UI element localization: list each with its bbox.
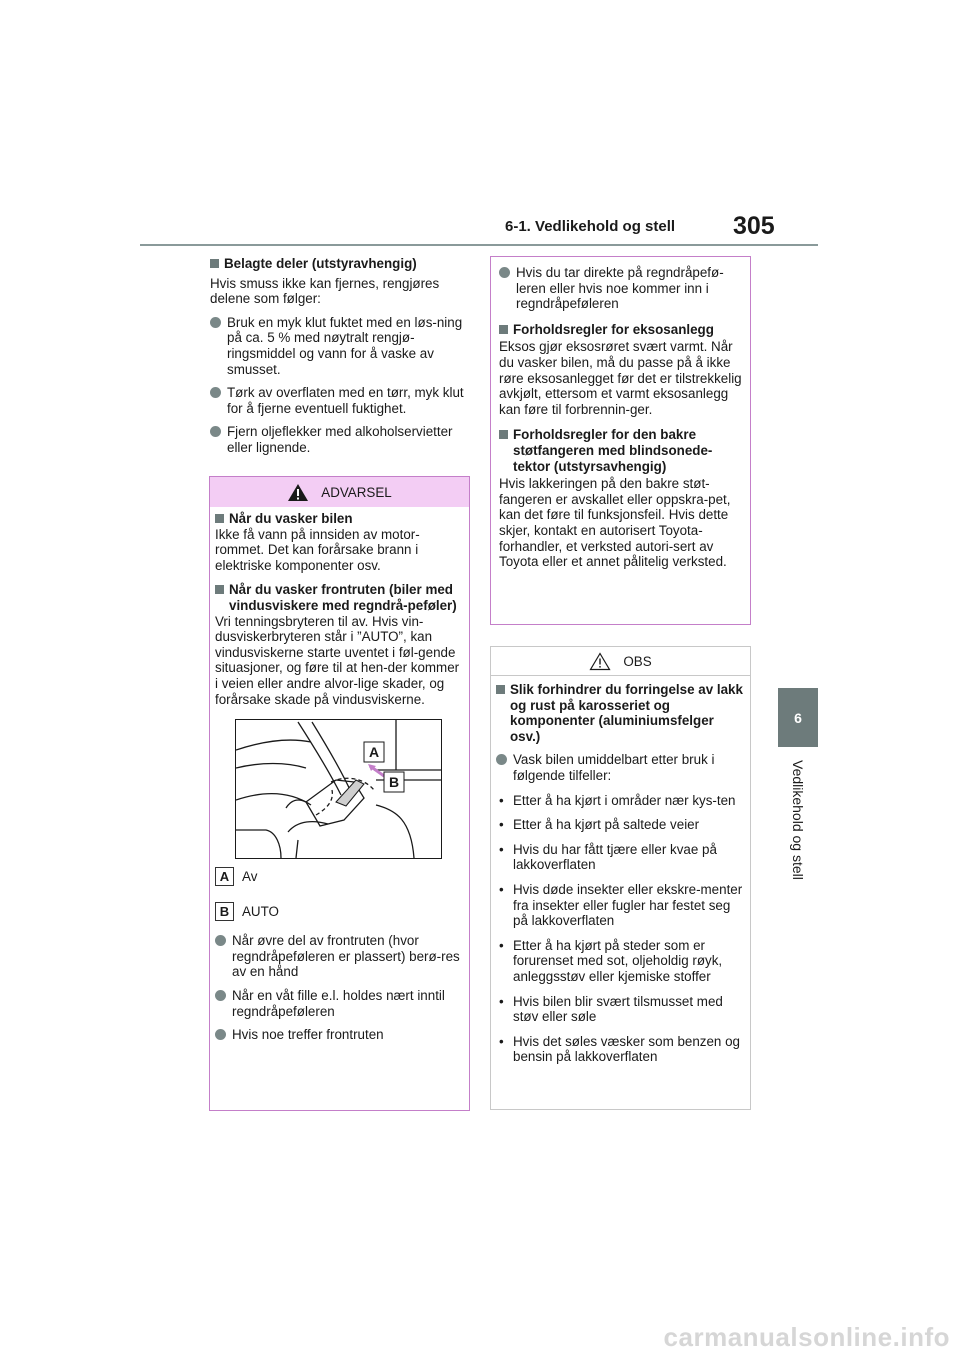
list-item: Fjern oljeflekker med alkoholservietter eller lignende. bbox=[210, 424, 468, 455]
wiper-switch-illustration bbox=[235, 719, 442, 859]
section-heading: Belagte deler (utstyravhengig) bbox=[210, 256, 468, 272]
warning-triangle-icon bbox=[287, 483, 309, 502]
warning-text: Ikke få vann på innsiden av motor-rommet. Det kan forårsake brann i elektriske komponenter osv. bbox=[215, 526, 420, 573]
warning-box-continued bbox=[490, 256, 751, 625]
list-item: Tørk av overflaten med en tørr, myk klut for å fjerne eventuell fuktighet. bbox=[210, 385, 468, 416]
label-a-text: Av bbox=[242, 868, 258, 884]
steering-column-drawing bbox=[236, 720, 441, 858]
label-a-box: A bbox=[215, 867, 234, 886]
warning-box bbox=[209, 476, 470, 1111]
chapter-tab-label-text: Vedlikehold og stell bbox=[790, 760, 806, 880]
list-item: Hvis noe treffer frontruten bbox=[215, 1027, 464, 1043]
warning-heading: Når du vasker bilen bbox=[215, 511, 464, 527]
chapter-tab-label bbox=[780, 760, 816, 900]
intro-text: Hvis smuss ikke kan fjernes, rengjøres delene som følger: bbox=[210, 275, 440, 307]
label-b-text: AUTO bbox=[242, 903, 279, 919]
bullet-item: • Etter å ha kjørt i områder nær kys-ten bbox=[496, 793, 745, 809]
list-item: Når øvre del av frontruten (hvor regndråpeføleren er plassert) berø-res av en hånd bbox=[215, 933, 464, 980]
bullet-item: • Hvis du har fått tjære eller kvae på lakkoverflaten bbox=[496, 842, 745, 873]
section-heading: Forholdsregler for eksosanlegg bbox=[499, 322, 745, 338]
section-heading: Forholdsregler for den bakre støtfangeren med blindsonede-tektor (utstyrsavhengig) bbox=[499, 427, 745, 474]
watermark: carmanualsonline.info bbox=[663, 1322, 950, 1352]
page-number: 305 bbox=[733, 212, 775, 240]
header-rule bbox=[140, 244, 818, 246]
bullet-item: • Hvis det søles væsker som benzen og bensin på lakkoverflaten bbox=[496, 1034, 745, 1065]
notice-box bbox=[490, 646, 751, 1110]
list-item: Når en våt fille e.l. holdes nært inntil regndråpeføleren bbox=[215, 988, 464, 1019]
bullet-item: • Etter å ha kjørt på saltede veier bbox=[496, 817, 745, 833]
label-b-box: B bbox=[215, 902, 234, 921]
callout-a: A bbox=[368, 744, 380, 761]
callout-b: B bbox=[388, 774, 400, 791]
list-item: Hvis du tar direkte på regndråpefø-leren eller hvis noe kommer inn i regndråpeføleren bbox=[499, 265, 745, 312]
warning-heading: Når du vasker frontruten (biler med vindusviskere med regndrå-peføler) bbox=[215, 582, 464, 613]
section-title: 6-1. Vedlikehold og stell bbox=[505, 218, 676, 235]
legend-a bbox=[215, 867, 464, 886]
section-text: Hvis lakkeringen på den bakre støt-fangeren er avskallet eller oppskra-pet, kan det føre til funksjonsfeil. Hvis dette skjer, kontakt en autorisert Toyota-forhandler, et verksted autori-sert av Toyota eller et annet pålitelig verksted. bbox=[499, 476, 731, 570]
notice-heading: Slik forhindrer du forringelse av lakk og rust på karosseriet og komponenter (aluminiumsfelger osv.) bbox=[496, 682, 745, 744]
caution-triangle-icon bbox=[589, 652, 611, 671]
warning-box-header bbox=[210, 477, 469, 507]
section-text: Eksos gjør eksosrøret svært varmt. Når du vasker bilen, må du passe på å ikke røre eksosanlegget før det er tilstrekkelig avkjølt, ettersom et varmt eksosanlegg kan føre til forbrennin-ger. bbox=[499, 339, 742, 417]
warning-title: ADVARSEL bbox=[321, 484, 392, 500]
left-column-intro bbox=[210, 256, 468, 456]
list-item: Vask bilen umiddelbart etter bruk i følgende tilfeller: bbox=[496, 752, 745, 783]
bullet-item: • Hvis bilen blir svært tilsmusset med støv eller søle bbox=[496, 994, 745, 1025]
chapter-tab: 6 bbox=[778, 688, 818, 747]
notice-box-header bbox=[491, 647, 750, 676]
notice-title: OBS bbox=[623, 653, 652, 669]
legend-b bbox=[215, 902, 464, 921]
list-item: Bruk en myk klut fuktet med en løs-ning på ca. 5 % med nøytralt rengjø-ringsmiddel og vann for å vaske av smusset. bbox=[210, 315, 468, 377]
bullet-item: • Etter å ha kjørt på steder som er forurenset med sot, oljeholdig røyk, anleggsstøv eller kjemiske stoffer bbox=[496, 938, 745, 985]
warning-text: Vri tenningsbryteren til av. Hvis vin-dusviskerbryteren står i ”AUTO”, kan vindusviskerne starte uventet i føl-gende situasjoner, og føre til at hen-der kommer i veien eller andre alvor-lige skader, og forårsake skade på vindusviskerne. bbox=[215, 613, 460, 707]
bullet-item: • Hvis døde insekter eller ekskre-menter fra insekter eller fugler har festet seg på lakkoverflaten bbox=[496, 882, 745, 929]
